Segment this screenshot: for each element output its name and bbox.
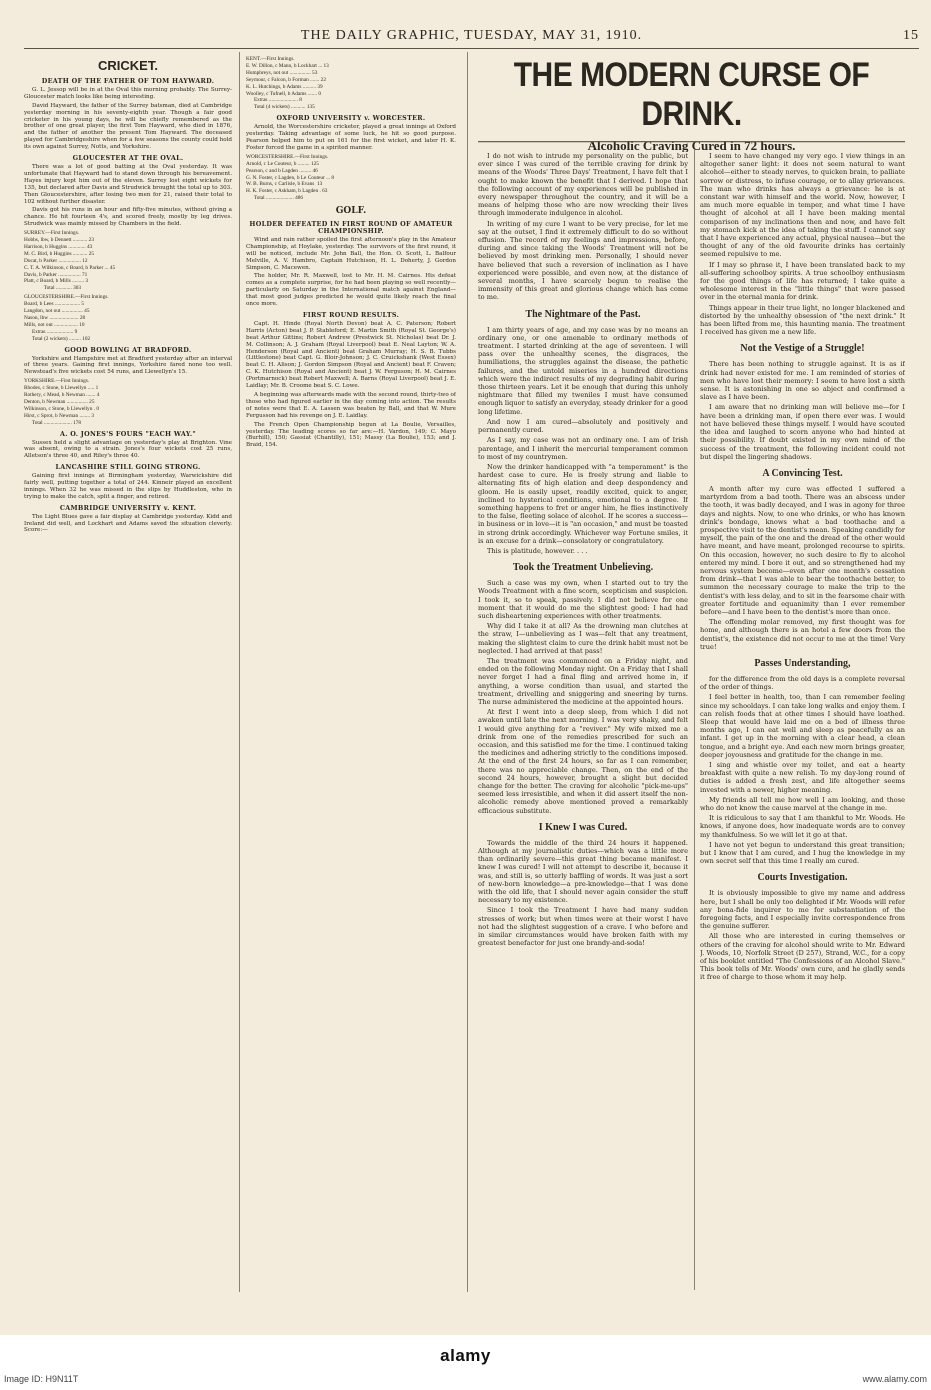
paragraph: I sing and whistle over my toilet, and eat a hearty breakfast with quite a new relish. To my day-long round of duties is added a fresh zest, and life altogether seems invested with a newer, higher meaning. [700, 761, 905, 794]
paragraph: Yorkshire and Hampshire met at Bradford yesterday after an interval of three years. Gaining first innings, Yorkshire fared none too well. Newstead's five wickets cost 54 runs, and Llewellyn's 15. [24, 355, 232, 376]
paragraph: The offending molar removed, my first thought was for home, and although there is an hotel a few doors from the dentist's, the existence did not occur to me at the time! Very true! [700, 618, 905, 651]
paragraph: Arnold, the Worcestershire cricketer, played a great innings at Oxford yesterday. Taking advantage of some luck, he hit so good purpose. Pearson helped him to put on 161 for the first wicket, and later H. K. Foster forced the game in a spirited manner. [246, 124, 456, 151]
section-heading-golf: GOLF. [335, 206, 367, 217]
paragraph: Davis got his runs in an hour and fifty-five minutes, without giving a chance. He hit fourteen 4's, and scored freely, mostly by leg drives. Strudwick was mainly missed by Chambers in the field. [24, 207, 232, 228]
paragraph: Since I took the Treatment I have had many sudden stresses of work; but when times were at their worst I have not had the slightest suggestion of a crave. I who before and in similar circumstances would have broken faith with my greatest benefactor for just one brandy-and-soda! [478, 906, 688, 948]
subheading: CAMBRIDGE UNIVERSITY v. KENT. [59, 503, 197, 512]
paragraph: It is obviously impossible to give my name and address here, but I shall be only too delighted if Mr. Woods will refer any bona-fide inquirer to me for substantiation of the foregoing facts, and I especially invite correspondence from the genuine sufferer. [700, 889, 905, 931]
watermark-image-id: Image ID: H9N11T [4, 1374, 79, 1384]
scorecard: GLOUCESTERSHIRE.—First Innings. Board, b Lees ................... 5 Langdon, not out ................ 45 Nason, lbw ...................... 28 Mills, not out .................. 10 Extras .................... 9 Total (2 wickets) ......... 102 [24, 294, 109, 342]
paragraph: A beginning was afterwards made with the second round, thirty-two of those who had figured earlier in the day coming into action. The results of notes were that E. A. Lassen was beaten by Ball, and that W. Mure Fergusson had his revenge on J. E. Laidlay. [246, 391, 456, 419]
advert-title: THE MODERN CURSE OF DRINK. [478, 56, 905, 142]
paragraph: It is ridiculous to say that I am thankful to Mr. Woods. He knows, if anyone does, how inadequate words are to convey my thankfulness. So we will let it go at that. [700, 814, 905, 839]
cricket-column [24, 56, 232, 1296]
paragraph: I have not yet begun to understand this great transition; but I know that I am cured, and I hug the knowledge in my own secret self that this time I really am cured. [700, 840, 905, 866]
paragraph: Sussex held a slight advantage on yesterday's play at Brighton. Vine was absent, owing to a strain. Jones's four wickets cost 25 runs, Alletson's three 40, and Riley's three 40. [24, 439, 232, 460]
page-number: 15 [903, 28, 919, 43]
subheading: GLOUCESTER AT THE OVAL. [72, 154, 184, 163]
paragraph: I am aware that no drinking man will believe me—for I have been a drinking man, if open there ever was. I would not have believed these things myself. I would have scouted the idea and laughed to scorn anyone who had hinted at their possibility. If doubt existed in my own mind of the success of the treatment, the following incident could not but dispel the lingering shadows. [700, 403, 905, 461]
column-divider [467, 52, 468, 1292]
paragraph: Towards the middle of the third 24 hours it happened. Although at my journalistic duties—which was a little more than ordinarily severe—this great thing became manifest. I knew I was cured! I will not attempt to describe it, because it was, and still is, so utterly baffling of words. It was just a sort of new-born knowledge—a pre-knowledge—that I was done with the old life, that I should never again consider the stuff necessary to my existence. [478, 838, 688, 905]
paragraph: I am thirty years of age, and my case was by no means an ordinary one, or one amenable to ordinary methods of treatment. I started drinking at the age of seventeen. I will pass over the unhealthy scenes, the disgraces, the humiliations, the struggles against the disease, the pathetic failures, and the untold miseries in a hundred directions which were the indirect results of my degrading habit during those thirteen years. Let it be enough that during this unholy nightmare that filled my tweniles I must have consumed enough liquor to satisfy an everyday, steady drinker for a good long lifetime. [478, 325, 688, 416]
paragraph: This is platitude, however. . . . [487, 546, 588, 555]
advert-subheading: Took the Treatment Unbelieving. [512, 562, 654, 574]
watermark-url: www.alamy.com [862, 1374, 927, 1384]
paragraph: The treatment was commenced on a Friday night, and ended on the following Monday night. On a Friday that I shall never forget I had a final fling and arrived home in, if anything, a worse condition than usual, and started the treatment, drivelling and sniggering and sneering by turns. The nurse administered the medicine at the appointed hours. [478, 656, 688, 706]
column-divider [239, 52, 240, 1292]
advert-subtitle: Alcoholic Craving Cured in 72 hours. [587, 138, 796, 152]
section-heading-cricket: CRICKET. [98, 58, 158, 73]
paragraph: A month after my cure was effected I suffered a martyrdom from a bad tooth. There was an abscess under the tooth, it was badly decayed, and I was in agony for three days and nights. Now, to one who drinks, or who has known drink's bondage, knows what a bad toothache and a prospective visit to the dentist's mean. Speaking candidly for myself, the pain of the one and the dread of the other would have meant, and have meant, prolonged recourse to spirits. On this occasion, however, no such desire to fly to alcohol entered my mind. I bore it out, and so strengthened had my nervous system become—even after one month's cessation from drink—that I was able to bear the toothache better, to summon the necessary courage to make the trip to the dentist's with less delay, and to sit in the fearsome chair with greater fortitude and equanimity than I ever remember before—and I have been to the dentist's more than once. [700, 484, 905, 616]
watermark-brand: alamy [440, 1346, 491, 1365]
paragraph: At first I went into a deep sleep, from which I did not awaken until late the next morning. I was very shaky, and felt I would give anything for a "reviver." My wife mixed me a drink from one of the remedies prescribed for such an occasion, and this satisfied me for the time. I continued taking the medicines and adhering strictly to the conditions imposed. At the end of the first 24 hours, so far as I can remember, there was no appreciable change. Then, on the end of the second 24 hours, however, brought a slight but decided change for the better. The craving for alcoholic "pick-me-ups" seemed less irresistible, and when it did assert itself the non-alcoholic remedy above mentioned proved a remarkably efficacious substitute. [478, 708, 688, 815]
masthead-title: THE DAILY GRAPHIC, TUESDAY, MAY 31, 1910. [300, 28, 643, 43]
advert-subheading: Passes Understanding, [754, 657, 851, 669]
paragraph: I feel better in health, too, than I can remember feeling since my schooldays. I can take long walks and enjoy them. I can relish foods that at other times I should have loathed. Sleep that would have laid me on a bed of illness three months ago, I can eat well and sleep as peacefully as an infant. I get up in the morning with a clear head, a clean tongue, and a bright eye. And each new morn brings greater, deeper joyousness and gratitude for the change in me. [700, 693, 905, 759]
paragraph: In writing of my cure I want to be very precise, for let me say at the outset, I find it extremely difficult to do so without effusion. The record of my feelings and impressions, before, during and since taking the Woods' Treatment will not be believed by most drinking men. Personally, I should never have believed that such a reversion of inclination as I have experienced were possible, and even now, at the distance of several months, I have scarcely begun to realise the immensity of this great and glorious change which has come to me. [478, 219, 688, 302]
paragraph: There has been nothing to struggle against. It is as if drink had never existed for me. I am reminded of stories of men who have lost their memory: I seem to have lost a sixth sense. It is astonishing in one so abject and confirmed a slave as I have been. [700, 360, 905, 402]
advert-subheading: A Convincing Test. [762, 467, 843, 479]
advert-column-right [700, 152, 905, 1292]
advert-column-left [478, 152, 688, 1292]
advert-subheading: Courts Investigation. [757, 872, 848, 884]
column-divider [694, 150, 695, 1290]
paragraph: Why did I take it at all? As the drowning man clutches at the straw, I—unbelieving as I was—felt that any treatment, making the slightest claim to cure the drink habit must not be neglected. I had arrived at that pass! [478, 622, 688, 655]
paragraph: Such a case was my own, when I started out to try the Woods Treatment with a fine scorn, scepticism and suspicion. I took it, so to speak, passively. I did not believe for one moment that it would do me the slightest good: I had had such disheartening experiences with other treatments. [478, 579, 688, 620]
subheading: HOLDER DEFEATED IN FIRST ROUND OF AMATEUR CHAMPIONSHIP. [249, 220, 453, 236]
paragraph: Capt. H. Hinde (Royal North Devon) beat A. C. Paterson; Robert Harris (Acton) beat J. P. Stableford; E. Martin Smith (Royal St. George's) beat Arthur Gittins; Robert Andrew (Prestwick St. Nicholas) beat Dr. J. M. Collinson; A. J. Graham (Royal Liverpool) beat E. Neal Layton; W. A. Henderson (Royal and Ancient) beat Graham Murray; H. S. B. Tubbs (Littlestone) beat Capt. G. Bloir-Johnson; J. C. Cruickshank (West Essex) beat C. H. Alison; J. Gordon Simpson (Royal and Ancient) beat F. Craven; C. K. Hutchison (Royal and Ancient) beat J. W. Ferguson; H. M. Cairnes (Portmarnock) beat Robert Maxwell; A. Barns (Royal Liverpool) beat J. E. Laidlay; Mr. B. Croome beat S. C. Lowe. [246, 320, 456, 390]
paragraph: My friends all tell me how well I am looking, and those who do not know the cause marvel at the change in me. [700, 795, 905, 813]
advert-subheading: The Nightmare of the Past. [525, 308, 641, 320]
subheading: OXFORD UNIVERSITY v. WORCESTER. [276, 114, 426, 123]
scorecard: SURREY.—First Innings. Hobbs, lbw, b Dennett ........... 23 Harrison, b Huggins ............. 43 M. C. Bird, b Huggins ........... 25 Ducat, b Parker ................. 12 C. T. A. Wilkinson, c Board, b Parker ... 45 Davis, b Parker ................. 71 Platt, c Board, b Mills ......... 3 Total ............ 303 [24, 230, 116, 292]
paragraph: There was a lot of good batting at the Oval yesterday. It was unfortunate that Hayward had to stand down through his bereavement. Hayes injury kept him out of the eleven. Surrey lost eight wickets for 135, but declared after Davis and Strudwick brought the total up to 303. Then Gloucestershire, after losing two men for 21, raised their total to 102 without further disaster. [24, 163, 232, 205]
paragraph: Wind and rain rather spoiled the first afternoon's play in the Amateur Championship, at Hoylake, yesterday. The survivors of the first round, it will be noticed, include Mr. John Ball, the Hon. O. Scott, L. Balfour Melville, A. V. Hambro, Captain Hutchison, H. L. Doherty, J. Gordon Simpson, C. Macewen. [246, 236, 456, 271]
scorecard: YORKSHIRE.—First Innings. Rhodes, c Stone, b Llewellyn ..... 1 Rothery, c Mead, b Newman ....... 4 Denton, b Newman ................ 25 Wilkinson, c Stone, b Llewellyn . 0 Hirst, c Sprot, b Newman ........ 3 Total ..................... 178 [24, 378, 100, 426]
subheading: A. O. JONES'S FOURS "EACH WAY." [59, 429, 197, 438]
advert-subheading: I Knew I was Cured. [538, 821, 628, 833]
paragraph: Now the drinker handicapped with "a temperament" is the hardest case to cure. He is freely strung and liable to alternating fits of high elation and deep despondency and gloom. He is easily upset, readily excited, quick to anger, inclined to hysterical conditions, emotional to a degree. If something happens to fret or anger him, he flies instinctively to the false, fleeting solace of alcohol. If he scores a success—in business or in love—it is "an occasion," and must be toasted in strong drink accordingly. Whichever way Fortune smiles, it is an excuse for a drink—consolatory or congratulatory. [478, 462, 688, 545]
paragraph: The holder, Mr. R. Maxwell, lost to Mr. H. M. Cairnes. His defeat comes as a complete surprise, for he had been playing so well recently—particularly on Saturday in the International match against England—that most good judges predicted he would quite likely reach the final once more. [246, 273, 456, 308]
cricket-golf-column [246, 56, 456, 1296]
subheading: DEATH OF THE FATHER OF TOM HAYWARD. [41, 77, 215, 85]
advert-subheading: Not the Vestige of a Struggle! [740, 343, 865, 355]
header-rule [24, 48, 919, 49]
paragraph: The French Open Championship begun at La Boulie, Versailles, yesterday. The leading scores so far are:—H. Vardon, 149; C. Mayo (Burhill), 150; Gassiat (Chantilly), 151; Massy (La Boulie), 153; and J. Braid, 154. [246, 421, 456, 449]
paragraph: David Hayward, the father of the Surrey batsman, died at Cambridge yesterday morning in his seventy-eighth year. Though a fair good cricketer in his young days, he will be chiefly remembered as the brother of one great player, the first Tom Hayward, who died in 1876, and the father of another the present Tom Hayward. The deceased played for Cambridgeshire when for a few seasons the county could hold its own against Surrey, Notts, and Yorkshire. [24, 102, 232, 151]
paragraph: The Light Blues gave a fair display at Cambridge yesterday. Kidd and Ireland did well, and Lockhart and Adams saved the situation cleverly. Score:— [24, 513, 232, 534]
paragraph: And now I am cured—absolutely and positively and permanently cured. [478, 417, 688, 435]
paragraph: As I say, my case was not an ordinary one. I am of Irish parentage, and I inherit the mercurial temperament common to most of my countrymen. [478, 436, 688, 461]
paragraph: for the difference from the old days is a complete reversal of the order of things. [700, 674, 905, 692]
paragraph: If I may so phrase it, I have been translated back to my all-suffering schoolboy spirits. A true schoolboy enthusiasm for the good things of life has returned; I take quite a wholesome interest in the "little things" that were passed over in the eternal mania for drink. [700, 260, 905, 302]
subheading: GOOD BOWLING AT BRADFORD. [64, 345, 192, 354]
subheading: LANCASHIRE STILL GOING STRONG. [55, 463, 201, 472]
paragraph: Gaining first innings at Birmingham yesterday, Warwickshire did fairly well, putting together a total of 244. Kinneir played an excellent innings. When 32 he was missed in the slips by Huddleston, who in trying to make the catch, split a finger, and retired. [24, 473, 232, 500]
scorecard: WORCESTERSHIRE.—First Innings. Arnold, c Le Couteur, b ......... 125 Pearson, c and b Lagden ......... 46 G. N. Foster, c Lagden, b Le Couteur ... 8 W. B. Burns, c Carlisle, b Evans 13 H. K. Foster, c Askham, b Lagden . 63 Total ..................... 486 [246, 153, 335, 202]
paragraph: Things appear in their true light, no longer blackened and distorted by the unhealthy obsession of "the next drink." It has been lifted from me, this haunting mania. The treatment I received has given me a new life. [700, 303, 905, 337]
paragraph: All those who are interested in curing themselves or others of the craving for alcohol should write to Mr. Edward J. Woods, 10, Norfolk Street (D 257), Strand, W.C., for a copy of his booklet entitled "The Confessions of an Alcohol Slave." This book tells of Mr. Woods' own cure, and he gladly sends it free of charge to those whom it may help. [700, 932, 905, 982]
masthead [24, 28, 919, 48]
paragraph: G. L. Jessop will be in at the Oval this morning probably. The Surrey-Gloucester match looks like being interesting. [24, 86, 232, 100]
scorecard: KENT.—First Innings. E. W. Dillon, c Mann, b Lockhart ... 13 Humphreys, not out ................ 53 Seymour, c Falcon, b Forman ....... 22 K. L. Hutchings, b Adams .......... 39 Woolley, c Tufnell, b Adams ....... 0 Extras ...................... 8 Total (4 wickets) ........... 135 [246, 56, 329, 111]
subheading: FIRST ROUND RESULTS. [302, 311, 400, 319]
paragraph: I do not wish to intrude my personality on the public, but ever since I was cured of the terrible craving for drink by means of the Woods' Three Days' Treatment, I have felt that I ought to make known the benefit that I derived. I hope that the following account of my experiences will be published in every newspaper throughout the country, and it will be a means of helping those who are now wrecking their lives through immoderate indulgence in alcohol. [478, 152, 688, 218]
advert-header [478, 56, 905, 152]
paragraph: I seem to have changed my very ego. I view things in an altogether saner light: it does not seem natural to want alcohol—either to steady nerves, to quicken brain, to palliate sorrow or distress, to infuse courage, or to allay grievances. The man who drinks has always a grievance: he is at constant war with himself and the world. Now, however, I am much more equable in temper, and what time I have thought of alcohol at all I have been making mental comparison of my inclinations then and now, and have felt my stomach kick at the idea of taking the stuff. I cannot say that I have experienced any actual, physical nausea—but the thought of any of the old favourite drinks has certainly seemed repulsive to me. [700, 152, 905, 259]
